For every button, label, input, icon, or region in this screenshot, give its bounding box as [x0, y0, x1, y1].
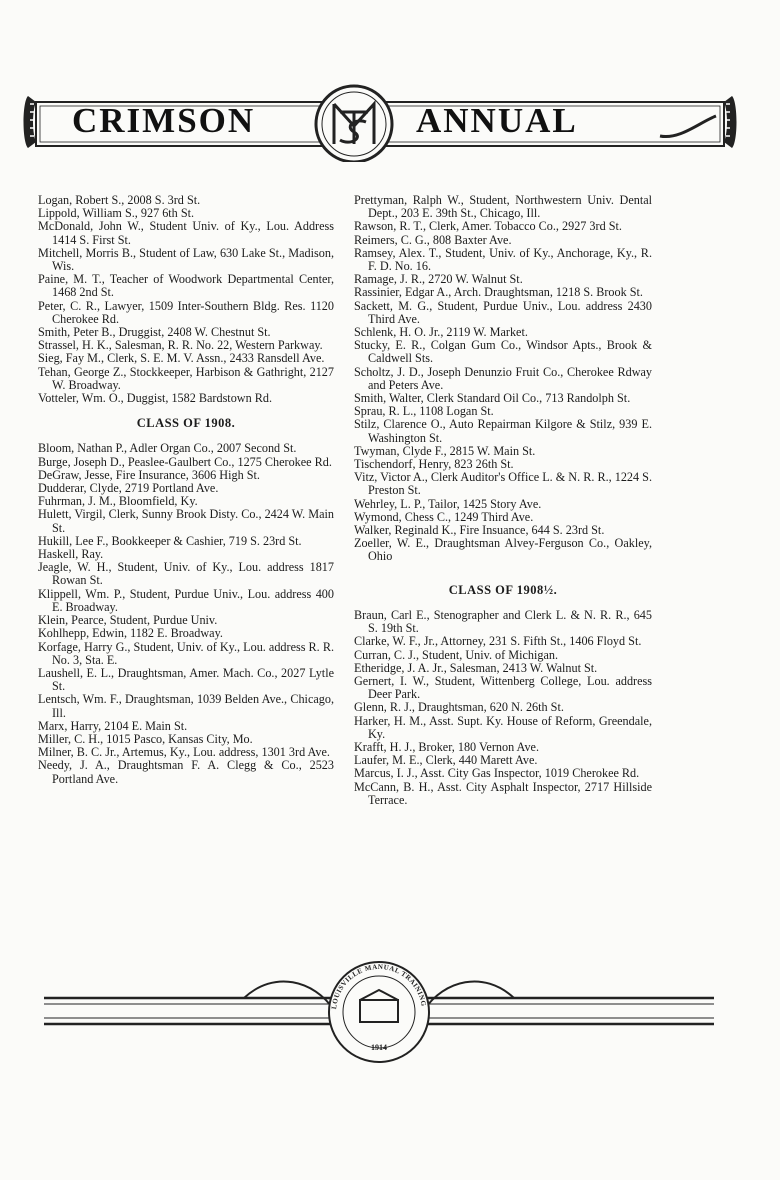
right-column [354, 194, 652, 807]
directory-entry: Peter, C. R., Lawyer, 1509 Inter-Southern Bldg. Res. 1120 Cherokee Rd. [38, 298, 334, 326]
seal-text: LOUISVILLE MANUAL TRAINING [330, 962, 428, 1010]
directory-entry: Krafft, H. J., Broker, 180 Vernon Ave. [354, 739, 539, 754]
directory-entry: Stilz, Clarence O., Auto Repairman Kilgore & Stilz, 939 E. Washington St. [354, 417, 652, 445]
section-title-class-1908: CLASS OF 1908. [136, 416, 236, 431]
directory-entry: Harker, H. M., Asst. Supt. Ky. House of Reform, Greendale, Ky. [354, 713, 652, 741]
directory-entry: Stucky, E. R., Colgan Gum Co., Windsor Apts., Brook & Caldwell Sts. [354, 338, 652, 366]
footer-rule-and-seal [44, 960, 714, 1070]
directory-entry: Laushell, E. L., Draughtsman, Amer. Mach. Co., 2027 Lytle St. [38, 665, 334, 694]
directory-entry: Vitz, Victor A., Clerk Auditor's Office L. & N. R. R., 1224 S. Preston St. [354, 470, 652, 498]
directory-entry: Ramsey, Alex. T., Student, Univ. of Ky., Anchorage, Ky., R. F. D. No. 16. [354, 245, 652, 274]
directory-entry: Rassinier, Edgar A., Arch. Draughtsman, 1218 S. Brook St. [354, 285, 643, 300]
directory-entry: Wehrley, L. P., Tailor, 1425 Story Ave. [354, 496, 542, 511]
seal-year: 1914 [371, 1043, 387, 1052]
directory-entry: Braun, Carl E., Stenographer and Clerk L. & N. R. R., 645 S. 19th St. [354, 607, 652, 636]
directory-entry: Clarke, W. F., Jr., Attorney, 231 S. Fifth St., 1406 Floyd St. [354, 634, 642, 649]
directory-entry: Schlenk, H. O. Jr., 2119 W. Market. [354, 325, 528, 340]
directory-entry: Etheridge, J. A. Jr., Salesman, 2413 W. Walnut St. [354, 660, 598, 675]
directory-entry: Sackett, M. G., Student, Purdue Univ., Lou. address 2430 Third Ave. [354, 298, 652, 326]
right-entries-top [354, 194, 652, 564]
left-entries-top [38, 194, 334, 405]
directory-entry: Smith, Walter, Clerk Standard Oil Co., 713 Randolph St. [354, 391, 631, 406]
left-column [38, 194, 334, 786]
directory-entry: Sieg, Fay M., Clerk, S. E. M. V. Assn., 2433 Ransdell Ave. [38, 351, 325, 366]
directory-entry: Sprau, R. L., 1108 Logan St. [354, 404, 494, 419]
directory-entry: Twyman, Clyde F., 2815 W. Main St. [354, 443, 536, 458]
directory-entry: Strassel, H. K., Salesman, R. R. No. 22, Western Parkway. [38, 338, 323, 353]
header-word-crimson: CRIMSON [72, 101, 256, 140]
directory-entry: Reimers, C. G., 808 Baxter Ave. [354, 232, 512, 247]
directory-entry: McCann, B. H., Asst. City Asphalt Inspector, 2717 Hillside Terrace. [354, 779, 652, 807]
directory-entry: Klippell, Wm. P., Student, Purdue Univ., Lou. address 400 E. Broadway. [38, 586, 334, 614]
right-entries-class-1908-half [354, 609, 652, 807]
directory-entry: Dudderar, Clyde, 2719 Portland Ave. [38, 481, 219, 496]
directory-entry: Klein, Pearce, Student, Purdue Univ. [38, 613, 218, 628]
directory-entry: Miller, C. H., 1015 Pasco, Kansas City, Mo. [38, 731, 253, 746]
directory-entry: Scholtz, J. D., Joseph Denunzio Fruit Co., Cherokee Rdway and Peters Ave. [354, 364, 652, 392]
directory-entry: Votteler, Wm. O., Duggist, 1582 Bardstown Rd. [38, 391, 273, 406]
directory-entry: Milner, B. C. Jr., Artemus, Ky., Lou. address, 1301 3rd Ave. [38, 745, 330, 760]
directory-entry: Paine, M. T., Teacher of Woodwork Departmental Center, 1468 2nd St. [38, 272, 334, 300]
directory-entry: Laufer, M. E., Clerk, 440 Marett Ave. [354, 753, 538, 768]
directory-entry: Marx, Harry, 2104 E. Main St. [38, 718, 188, 733]
directory-entry: Bloom, Nathan P., Adler Organ Co., 2007 Second St. [38, 441, 297, 456]
directory-entry: Gernert, I. W., Student, Wittenberg College, Lou. address Deer Park. [354, 673, 652, 702]
directory-entry: Mitchell, Morris B., Student of Law, 630 Lake St., Madison, Wis. [38, 245, 334, 274]
directory-entry: Wymond, Chess C., 1249 Third Ave. [354, 509, 534, 524]
directory-entry: Jeagle, W. H., Student, Univ. of Ky., Lou. address 1817 Rowan St. [38, 560, 334, 588]
directory-entry: Curran, C. J., Student, Univ. of Michigan. [354, 647, 559, 662]
directory-entry: Lippold, William S., 927 6th St. [38, 206, 195, 221]
directory-entry: Fuhrman, J. M., Bloomfield, Ky. [38, 494, 198, 509]
left-entries-class-1908 [38, 442, 334, 785]
footer-ornament [44, 960, 714, 1070]
directory-entry: Logan, Robert S., 2008 S. 3rd St. [38, 193, 201, 207]
directory-entry: Kohlhepp, Edwin, 1182 E. Broadway. [38, 626, 223, 641]
directory-entry: Lentsch, Wm. F., Draughtsman, 1039 Belden Ave., Chicago, Ill. [38, 692, 334, 720]
directory-entry: Haskell, Ray. [38, 547, 104, 562]
directory-entry: Hulett, Virgil, Clerk, Sunny Brook Disty. Co., 2424 W. Main St. [38, 507, 334, 535]
directory-entry: Walker, Reginald K., Fire Insuance, 644 S. 23rd St. [354, 523, 605, 538]
section-title-class-1908-half: CLASS OF 1908½. [448, 582, 558, 597]
page-header-banner [20, 82, 740, 162]
directory-entry: Korfage, Harry G., Student, Univ. of Ky., Lou. address R. R. No. 3, Sta. E. [38, 639, 334, 667]
directory-entry: Prettyman, Ralph W., Student, Northwestern Univ. Dental Dept., 203 E. 39th St., Chicago, Ill. [354, 193, 652, 221]
directory-entry: Hukill, Lee F., Bookkeeper & Cashier, 719 S. 23rd St. [38, 533, 302, 548]
directory-entry: Tischendorf, Henry, 823 26th St. [354, 457, 514, 472]
directory-entry: Ramage, J. R., 2720 W. Walnut St. [354, 272, 523, 287]
directory-entry: Zoeller, W. E., Draughtsman Alvey-Ferguson Co., Oakley, Ohio [354, 536, 652, 564]
directory-entry: Tehan, George Z., Stockkeeper, Harbison & Gathright, 2127 W. Broadway. [38, 364, 334, 392]
directory-entry: Marcus, I. J., Asst. City Gas Inspector, 1019 Cherokee Rd. [354, 766, 640, 781]
directory-entry: Needy, J. A., Draughtsman F. A. Clegg & Co., 2523 Portland Ave. [38, 758, 334, 786]
directory-entry: Rawson, R. T., Clerk, Amer. Tobacco Co., 2927 3rd St. [354, 219, 622, 234]
directory-entry: DeGraw, Jesse, Fire Insurance, 3606 High St. [38, 467, 260, 482]
directory-entry: Smith, Peter B., Druggist, 2408 W. Chestnut St. [38, 325, 271, 340]
directory-entry: McDonald, John W., Student Univ. of Ky., Lou. Address 1414 S. First St. [38, 219, 334, 247]
directory-entry: Glenn, R. J., Draughtsman, 620 N. 26th St. [354, 700, 564, 715]
directory-entry: Burge, Joseph D., Peaslee-Gaulbert Co., 1275 Cherokee Rd. [38, 454, 332, 469]
header-word-annual: ANNUAL [416, 101, 578, 140]
